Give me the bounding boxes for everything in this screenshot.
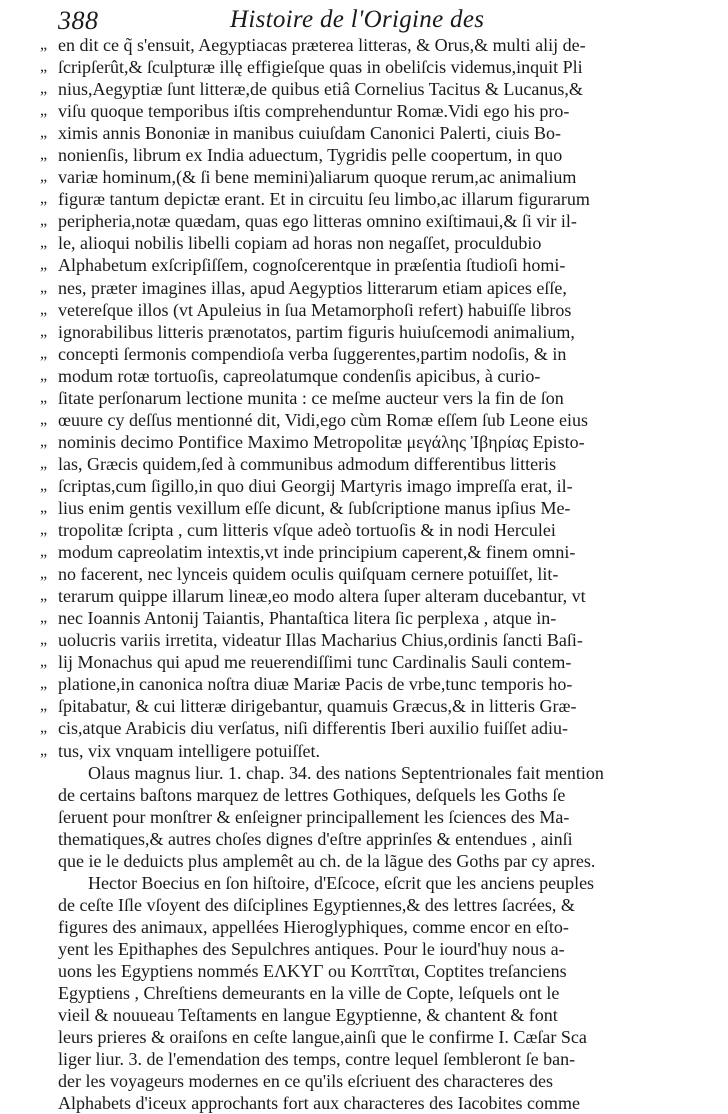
line-text: Olaus magnus liur. 1. chap. 34. des nations Septentrionales fait mention (88, 762, 604, 783)
line-text: de ceſte Iſle vſoyent des diſciplines Egyptiennes,& des lettres ſacrées, & (58, 894, 575, 915)
quotation-mark: „ (40, 609, 48, 627)
text-line (40, 431, 618, 453)
line-text: uons les Egyptiens nommés ΕΛΚΥΓ ou Κοπτῖται, Coptites treſanciens (58, 960, 567, 981)
line-text: ſitate perſonarum lectione munita : ce meſme aucteur vers la fin de ſon (58, 387, 564, 408)
text-line (40, 607, 618, 629)
line-text: le, alioqui nobilis libelli copiam ad horas non negaſſet, proculdubio (58, 233, 542, 254)
line-text: en dit ce q̃ s'ensuit, Aegyptiacas præterea litteras, & Orus,& multi alij de- (58, 35, 586, 55)
quotation-mark: „ (40, 256, 48, 274)
quotation-mark: „ (40, 653, 48, 671)
quotation-mark: „ (40, 719, 48, 737)
line-text: Egyptiens , Chreſtiens demeurants en la ville de Copte, leſquels ont le (58, 983, 560, 1004)
text-line (58, 762, 618, 784)
line-text: terarum quippe illarum lineæ,eo modo altera ſuper alteram ducebantur, vt (58, 586, 586, 607)
quotation-mark: „ (40, 454, 48, 472)
text-line (40, 144, 618, 166)
line-text: platione,in canonica noſtra diuæ Mariæ Pacis de vrbe,tunc temporis ho- (58, 674, 573, 695)
text-line (40, 100, 618, 122)
line-text: thematiques,& autres choſes dignes d'eſtre apprinſes & entendues , ainſi (58, 828, 573, 849)
text-line (58, 916, 618, 938)
text-line (58, 894, 618, 916)
line-text: Alphabetum exſcripſiſſem, cognoſcerentque in præſentia ſtudioſi homi- (58, 255, 566, 276)
line-text: yent les Epithaphes des Sepulchres antiques. Pour le iourd'huy nous a- (58, 938, 565, 959)
quotation-mark: „ (40, 697, 48, 715)
quotation-mark: „ (40, 80, 48, 98)
text-line (40, 321, 618, 343)
line-text: nius,Aegyptiæ ſunt litteræ,de quibus etiâ Cornelius Tacitus & Lucanus,& (58, 79, 583, 100)
quotation-mark: „ (40, 366, 48, 384)
line-text: ſcriptas,cum ſigillo,in quo diui Georgij Martyris imago impreſſa erat, il- (58, 475, 573, 496)
quotation-mark: „ (40, 190, 48, 208)
line-text: las, Græcis quidem,ſed à communibus admodum differentibus litteris (58, 453, 557, 474)
quotation-mark: „ (40, 322, 48, 340)
text-line (40, 188, 618, 210)
quotation-mark: „ (40, 278, 48, 296)
line-text: peripheria,notæ quædam, quas ego litteras omnino exiſtimaui,& ſi vir il- (58, 211, 577, 232)
text-line (40, 519, 618, 541)
text-line (58, 1048, 618, 1070)
quotation-mark: „ (40, 388, 48, 406)
quotation-mark: „ (40, 741, 48, 759)
text-line (58, 806, 618, 828)
line-text: nominis decimo Pontifice Maximo Metropolitæ μεγάλης Ἰβηρίας Episto- (58, 431, 585, 452)
text-line (40, 695, 618, 717)
quotation-mark: „ (40, 58, 48, 76)
quotation-mark: „ (40, 102, 48, 120)
quotation-mark: „ (40, 631, 48, 649)
text-line (40, 122, 618, 144)
line-text: no facerent, nec lynceis quidem oculis quiſquam cernere potuiſſet, lit- (58, 564, 559, 585)
text-line (58, 1004, 618, 1026)
quotation-mark: „ (40, 410, 48, 428)
text-line (58, 872, 618, 894)
quotation-mark: „ (40, 521, 48, 539)
line-text: lius enim gentis vexillum eſſe dicunt, & ſubſcriptione manus ipſius Me- (58, 497, 571, 518)
text-line (58, 784, 618, 806)
text-line (40, 387, 618, 409)
line-text: que ie le deduicts plus amplemêt au ch. de la lãgue des Goths par cy apres. (58, 850, 596, 871)
quotation-mark: „ (40, 344, 48, 362)
quotation-mark: „ (40, 168, 48, 186)
text-line (40, 299, 618, 321)
line-text: uolucris variis irretita, videatur Illas Macharius Chius,ordinis ſancti Baſi- (58, 630, 583, 651)
quotation-mark: „ (40, 300, 48, 318)
text-line (58, 982, 618, 1004)
line-text: concepti ſermonis compendioſa verba ſuggerentes,partim nodoſis, & in (58, 343, 567, 364)
quotation-mark: „ (40, 234, 48, 252)
text-line (58, 1026, 618, 1048)
quotation-mark: „ (40, 124, 48, 142)
quotation-mark: „ (40, 146, 48, 164)
text-line (40, 585, 618, 607)
text-line (40, 541, 618, 563)
text-line (58, 960, 618, 982)
line-text: der les voyageurs modernes en ce qu'ils eſcriuent des characteres des (58, 1071, 554, 1092)
text-line (40, 210, 618, 232)
text-line (40, 254, 618, 276)
text-line (58, 1070, 618, 1092)
line-text: liger liur. 3. de l'emendation des temps, contre lequel ſembleront ſe ban- (58, 1049, 576, 1070)
text-line (58, 850, 618, 872)
line-text: cis,atque Arabicis diu verſatus, niſi differentis Iberi auxilio fuiſſet adiu- (58, 718, 569, 739)
line-text: Alphabets d'iceux approchants fort aux characteres des Iacobites comme (58, 1093, 581, 1114)
line-text: viſu quoque temporibus iſtis comprehenduntur Romæ.Vidi ego his pro- (58, 101, 570, 122)
quotation-mark: „ (40, 432, 48, 450)
line-text: modum rotæ tortuoſis, capreolatumque condenſis apicibus, à curio- (58, 365, 541, 386)
text-line (40, 277, 618, 299)
line-text: tropolitæ ſcripta , cum litteris vſque adeò tortuoſis & in nodi Herculei (58, 520, 556, 541)
line-text: figuræ tantum depictæ erant. Et in circuitu ſeu limbo,ac illarum figurarum (58, 189, 590, 210)
body-text (40, 34, 618, 1114)
line-text: ignorabilibus litteris prænotatos, partim figuris huiuſcemodi animalium, (58, 321, 575, 342)
quotation-mark: „ (40, 212, 48, 230)
text-line (40, 232, 618, 254)
page-number: 388 (58, 6, 99, 35)
line-text: ſcripſerût,& ſculpturæ illę effigieſque quas in obeliſcis videmus,inquit Pli (58, 57, 583, 78)
text-line (40, 563, 618, 585)
line-text: vieil & nouueau Teſtaments en langue Egyptienne, & chantent & font (58, 1005, 558, 1026)
line-text: de certains baſtons marquez de lettres Gothiques, deſquels les Goths ſe (58, 784, 566, 805)
line-text: lij Monachus qui apud me reuerendiſſimi tunc Cardinalis Sauli contem- (58, 652, 572, 673)
text-line (40, 409, 618, 431)
line-text: Hector Boecius en ſon hiſtoire, d'Eſcoce, eſcrit que les anciens peuples (88, 872, 595, 893)
line-text: ſpitabatur, & cui litteræ dirigebantur, quamuis Græcus,& in litteris Græ- (58, 696, 577, 717)
line-text: œuure cy deſſus mentionné dit, Vidi,ego cùm Romæ eſſem ſub Leone eius (58, 409, 588, 430)
quotation-mark: „ (40, 36, 48, 53)
text-line (40, 475, 618, 497)
line-text: leurs prieres & oraiſons en ceſte langue,ainſi que le confirme I. Cæſar Sca (58, 1027, 587, 1048)
text-line (40, 365, 618, 387)
text-line (40, 166, 618, 188)
line-text: variæ hominum,(& ſi bene memini)aliarum quoque rerum,ac animalium (58, 167, 577, 188)
text-line (58, 828, 618, 850)
line-text: nonienſis, librum ex India aduectum, Tygridis pelle coopertum, in quo (58, 145, 563, 166)
text-line (40, 34, 618, 56)
line-text: tus, vix vnquam intelligere potuiſſet. (58, 740, 320, 761)
text-line (40, 717, 618, 739)
text-line (40, 651, 618, 673)
line-text: nes, præter imagines illas, apud Aegyptios litterarum etiam apices eſſe, (58, 277, 567, 298)
text-line (40, 673, 618, 695)
text-line (58, 1092, 618, 1114)
text-line (40, 740, 618, 762)
quotation-mark: „ (40, 498, 48, 516)
line-text: figures des animaux, appellées Hieroglyphiques, comme encor en eſto- (58, 916, 569, 937)
text-line (40, 497, 618, 519)
line-text: vetereſque illos (vt Apuleius in ſua Metamorphoſi refert) habuiſſe libros (58, 299, 572, 320)
text-line (58, 938, 618, 960)
text-line (40, 78, 618, 100)
line-text: ximis annis Bononiæ in manibus cuiuſdam Canonici Palerti, ciuis Bo- (58, 123, 561, 144)
quotation-mark: „ (40, 675, 48, 693)
quotation-mark: „ (40, 565, 48, 583)
text-line (40, 56, 618, 78)
quotation-mark: „ (40, 476, 48, 494)
text-line (40, 629, 618, 651)
quotation-mark: „ (40, 543, 48, 561)
line-text: nec Ioannis Antonij Taiantis, Phantaſtica litera ſic perplexa , atque in- (58, 608, 557, 629)
text-line (40, 343, 618, 365)
text-line (40, 453, 618, 475)
running-head: Histoire de l'Origine des (230, 6, 485, 33)
line-text: modum capreolatim intextis,vt inde principium caperent,& finem omni- (58, 542, 576, 563)
line-text: ſeruent pour monſtrer & enſeigner principallement les ſciences des Ma- (58, 806, 570, 827)
quotation-mark: „ (40, 587, 48, 605)
